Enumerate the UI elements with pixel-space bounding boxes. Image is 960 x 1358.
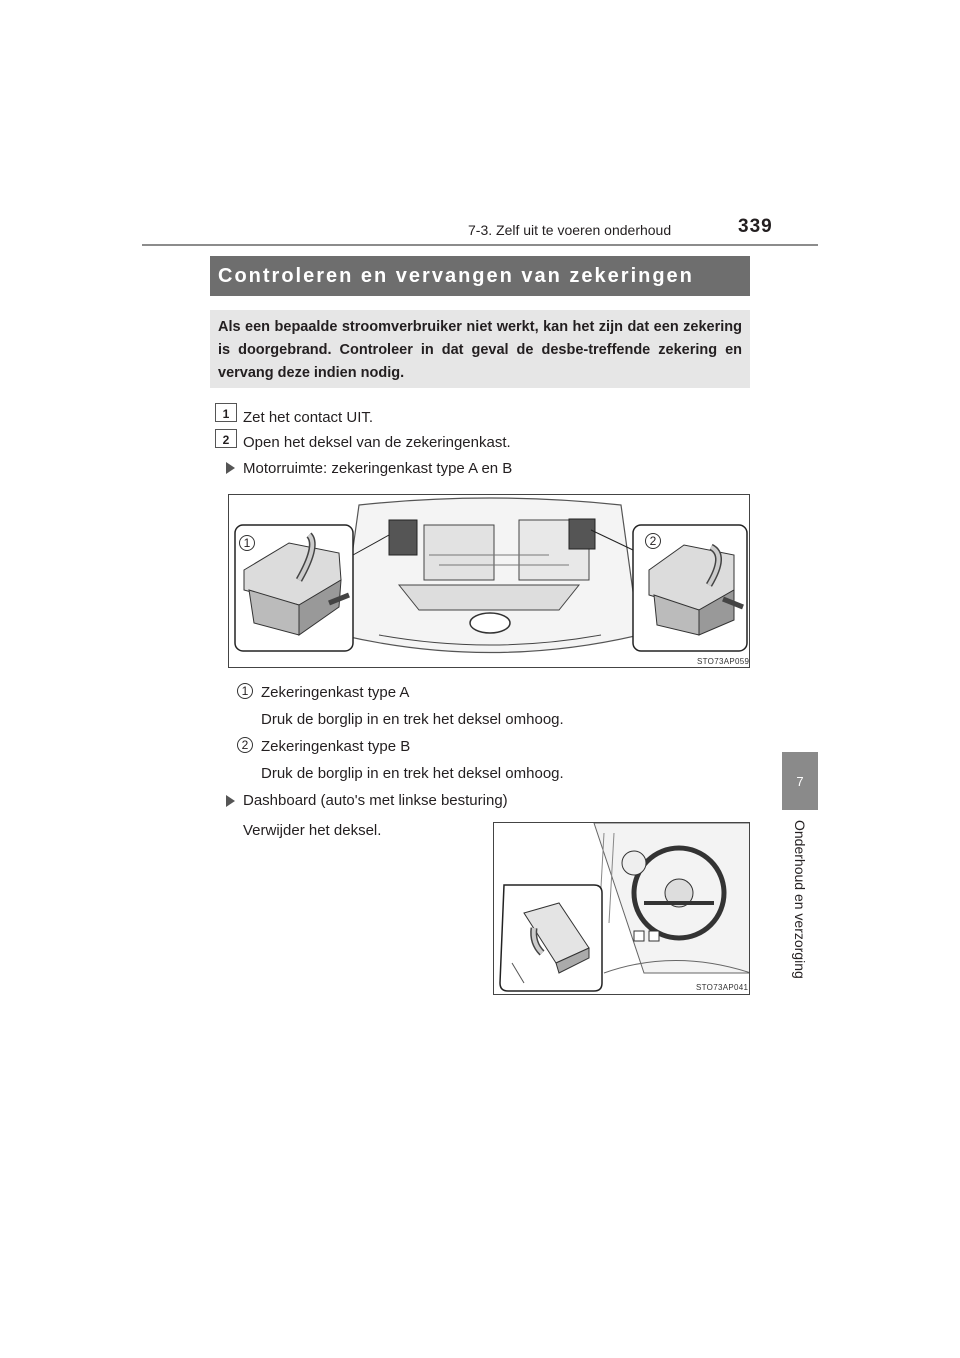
section-header: 7-3. Zelf uit te voeren onderhoud	[468, 222, 672, 238]
legend-title-1: Zekeringenkast type A	[261, 684, 410, 701]
step-text-2: Open het deksel van de zekeringenkast.	[243, 434, 511, 451]
legend-circle-1: 1	[237, 683, 253, 699]
dashboard-text: Verwijder het deksel.	[243, 822, 382, 839]
header-rule	[142, 244, 818, 246]
bullet-triangle-icon	[226, 795, 235, 807]
step-badge-2: 2	[215, 429, 237, 448]
intro-text: Als een bepaalde stroomverbruiker niet werkt, kan het zijn dat een zekering is doorgebrand. Controleer in dat geval de desbe-treffende zekering en vervang deze indien nodig.	[218, 319, 742, 381]
callout-1: 1	[239, 535, 255, 551]
legend-desc-1: Druk de borglip in en trek het deksel omhoog.	[261, 711, 564, 728]
figure-code: STO73AP041	[696, 983, 749, 992]
step-text-1: Zet het contact UIT.	[243, 409, 374, 426]
engine-illustration	[229, 495, 750, 668]
bullet-dashboard: Dashboard (auto's met linkse besturing)	[243, 792, 508, 809]
chapter-tab[interactable]	[782, 752, 818, 810]
engine-fusebox-figure	[228, 494, 750, 668]
bullet-engine: Motorruimte: zekeringenkast type A en B	[243, 460, 513, 477]
dashboard-fusebox-figure	[493, 822, 750, 995]
legend-title-2: Zekeringenkast type B	[261, 738, 411, 755]
page-number: 339	[738, 216, 773, 237]
dashboard-illustration	[494, 823, 750, 995]
bullet-triangle-icon	[226, 462, 235, 474]
chapter-label: Onderhoud en verzorging	[792, 820, 808, 979]
chapter-number: 7	[796, 773, 804, 789]
step-badge-1: 1	[215, 403, 237, 422]
legend-desc-2: Druk de borglip in en trek het deksel omhoog.	[261, 765, 564, 782]
section-title: Controleren en vervangen van zekeringen	[210, 256, 750, 296]
intro-box	[210, 310, 750, 388]
callout-2: 2	[645, 533, 661, 549]
figure-code: STO73AP059	[697, 657, 750, 666]
legend-circle-2: 2	[237, 737, 253, 753]
